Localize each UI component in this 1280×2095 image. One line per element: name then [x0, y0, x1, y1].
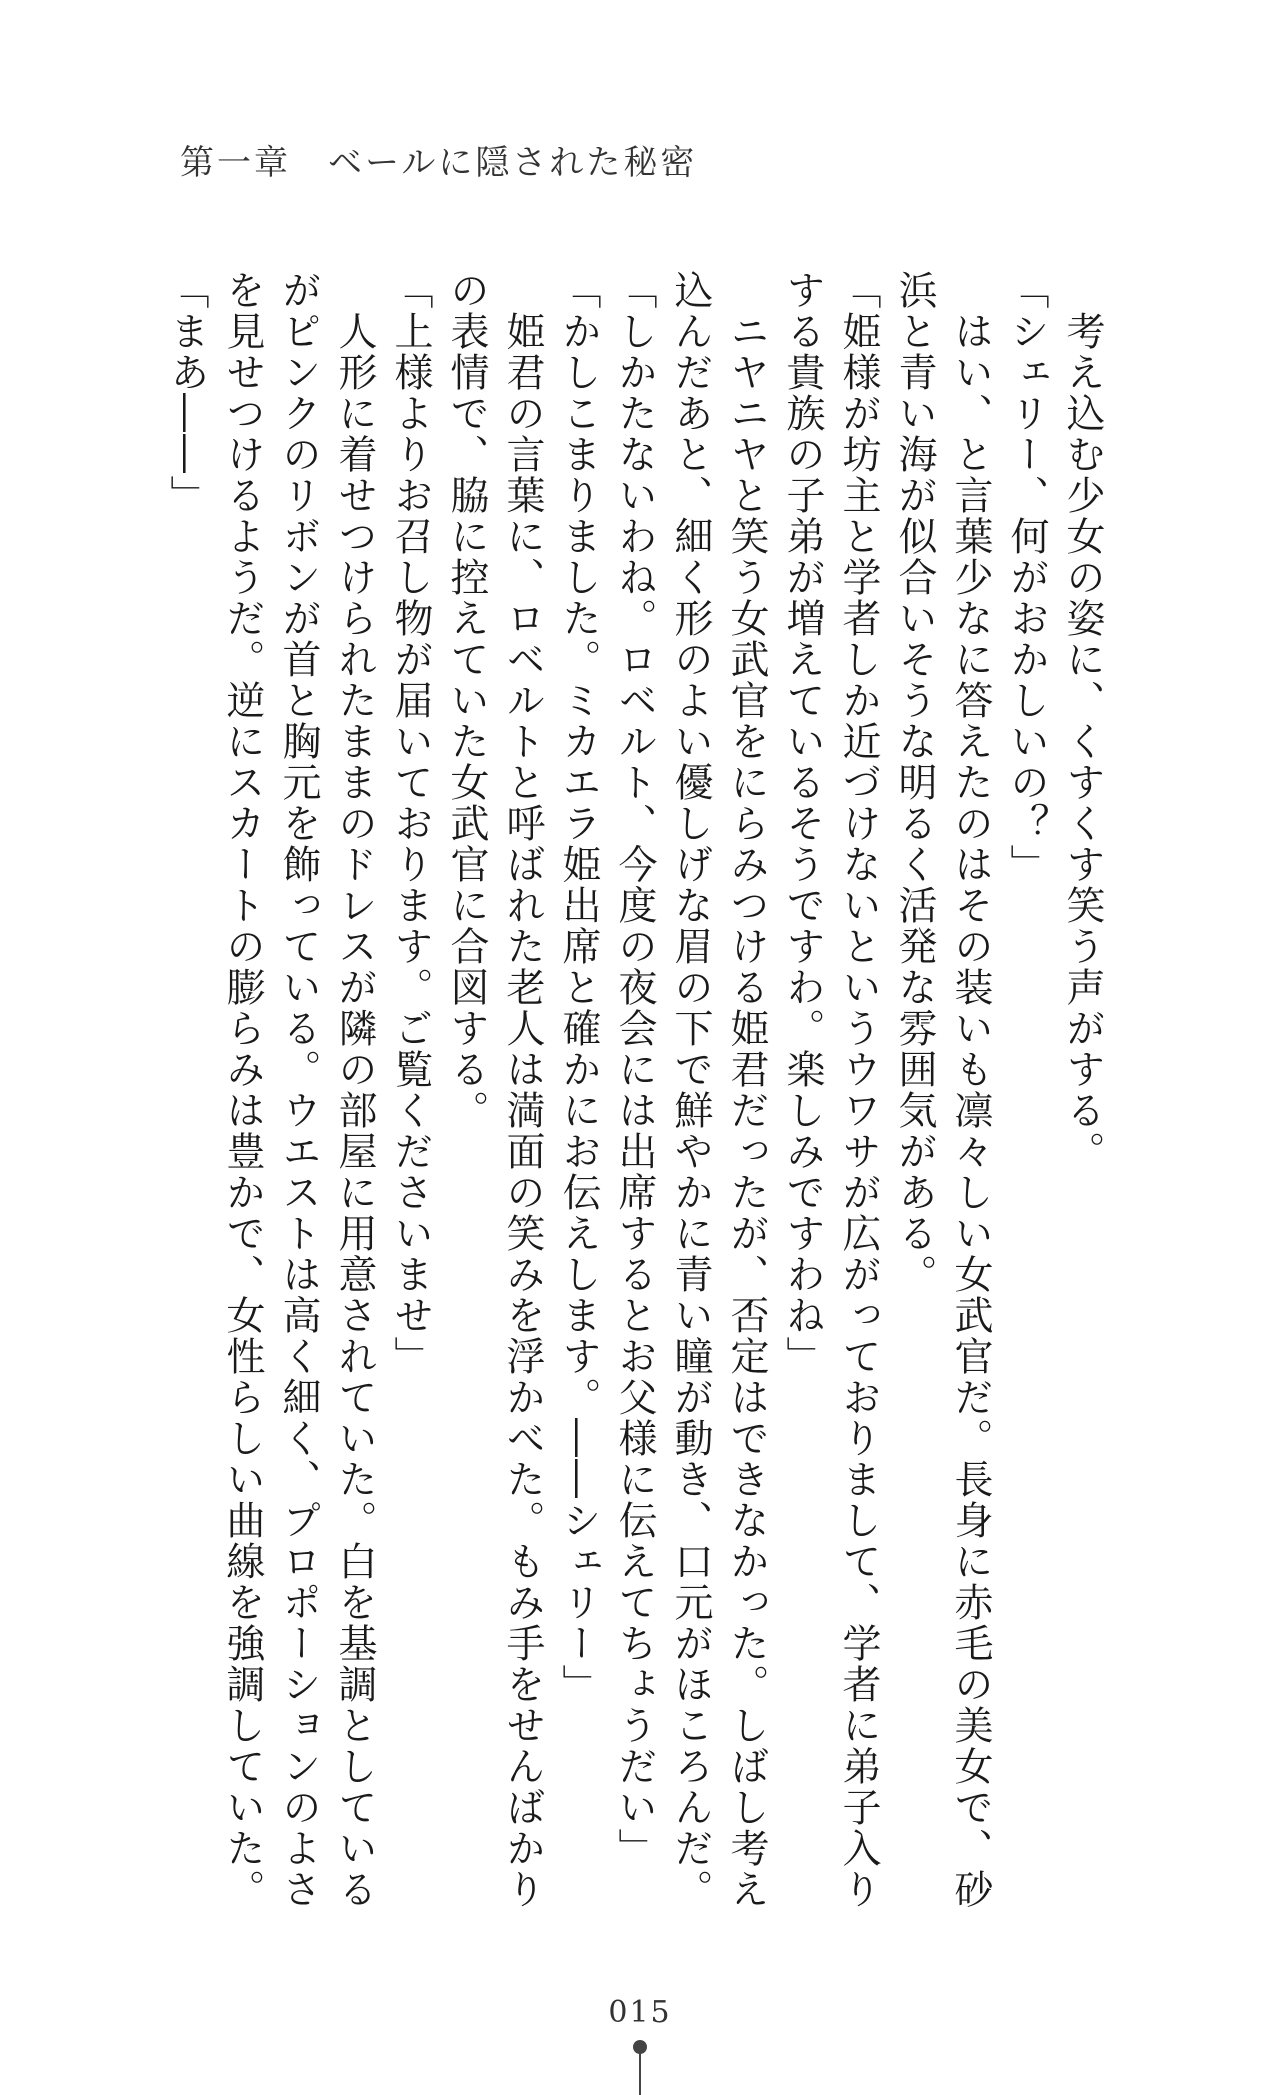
paragraph-line: 「姫様が坊主と学者しか近づけないというウワサが広がっておりまして、学者に弟子入り	[836, 270, 881, 1910]
paragraph-line: 「シェリー、何がおかしいの？」	[1004, 270, 1049, 885]
folio-line-ornament	[639, 2052, 641, 2095]
paragraph-line: はい、と言葉少なに答えたのはその装いも凛々しい女武官だ。長身に赤毛の美女で、砂	[948, 270, 993, 1910]
paragraph-line: がピンクのリボンが首と胸元を飾っている。ウエストは高く細く、プロポーションのよさ	[276, 270, 321, 1910]
paragraph-line: 考え込む少女の姿に、くすくす笑う声がする。	[1060, 270, 1105, 1172]
page-number: 015	[608, 1995, 672, 2030]
paragraph-line: 「上様よりお召し物が届いております。ご覧くださいませ」	[388, 270, 433, 1377]
body-text	[158, 270, 1110, 1910]
paragraph-line: する貴族の子弟が増えているそうですわ。楽しみですわね」	[780, 270, 825, 1377]
paragraph-line: 「まあ――」	[164, 270, 209, 516]
paragraph-line: 浜と青い海が似合いそうな明るく活発な雰囲気がある。	[892, 270, 937, 1295]
paragraph-line: を見せつけるようだ。逆にスカートの膨らみは豊かで、女性らしい曲線を強調していた。	[220, 270, 265, 1910]
paragraph-line: の表情で、脇に控えていた女武官に合図する。	[444, 270, 489, 1131]
paragraph-line: 姫君の言葉に、ロベルトと呼ばれた老人は満面の笑みを浮かべた。もみ手をせんばかり	[500, 270, 545, 1910]
paragraph-line: 人形に着せつけられたままのドレスが隣の部屋に用意されていた。白を基調としている	[332, 270, 377, 1910]
paragraph-line: 込んだあと、細く形のよい優しげな眉の下で鮮やかに青い瞳が動き、口元がほころんだ。	[668, 270, 713, 1910]
paragraph-line: ニヤニヤと笑う女武官をにらみつける姫君だったが、否定はできなかった。しばし考え	[724, 270, 769, 1910]
paragraph-line: 「しかたないわね。ロベルト、今度の夜会には出席するとお父様に伝えてちょうだい」	[612, 270, 657, 1869]
running-head: 第一章 ベールに隠された秘密	[180, 143, 698, 183]
paragraph-line: 「かしこまりました。ミカエラ姫出席と確かにお伝えします。――シェリー」	[556, 270, 601, 1705]
